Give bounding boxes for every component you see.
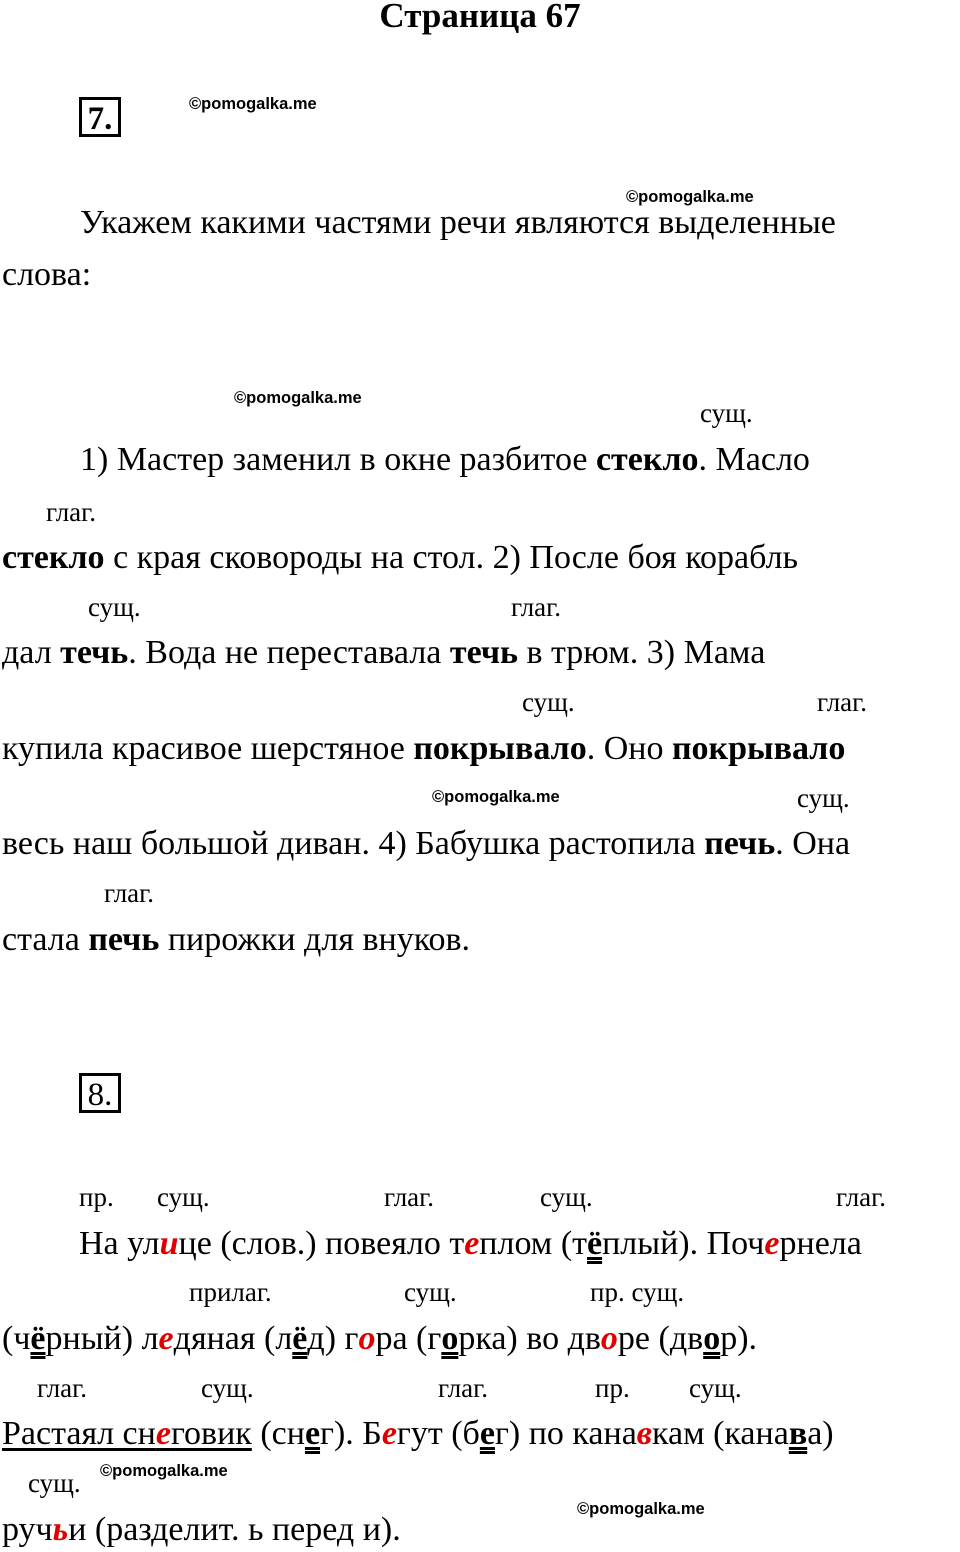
underlined-letter: о — [703, 1320, 721, 1357]
task7-line: дал течь. Вода не переставала течь в трюм. 3) Мама — [2, 634, 766, 671]
pos-label: сущ. — [540, 1182, 593, 1212]
pos-label: глаг. — [104, 878, 154, 908]
highlighted-word: покрывало — [671, 730, 846, 767]
task7-line: 1) Мастер заменил в окне разбитое стекло. Масло — [80, 441, 810, 478]
watermark: ©pomogalka.me — [432, 788, 560, 806]
page-title: Страница 67 — [379, 0, 581, 35]
underlined-letter: в — [788, 1415, 808, 1452]
pos-label: сущ. — [28, 1468, 81, 1498]
task8-line-1: На улице (слов.) повеяло теплом (тёплый). Почернела — [79, 1225, 862, 1262]
pos-label: сущ. — [797, 783, 850, 813]
task-number-8: 8. — [79, 1073, 121, 1113]
underlined-letter: е — [479, 1415, 495, 1452]
pos-label: пр. — [595, 1373, 630, 1403]
underlined-phrase: Растаял снеговик — [2, 1415, 252, 1452]
pos-label: глаг. — [817, 687, 867, 717]
highlighted-word: течь — [449, 634, 518, 671]
highlighted-letter: ь — [52, 1511, 69, 1548]
highlighted-word: течь — [60, 634, 129, 671]
pos-label: глаг. — [37, 1373, 87, 1403]
task8-line-2: (чёрный) ледяная (лёд) гора (горка) во дворе (двор). — [2, 1320, 758, 1357]
highlighted-letter: е — [464, 1225, 480, 1262]
task-number-7: 7. — [79, 97, 121, 137]
pos-label: глаг. — [438, 1373, 488, 1403]
underlined-letter: е — [304, 1415, 321, 1452]
highlighted-letter: е — [155, 1415, 171, 1452]
highlighted-letter: е — [764, 1225, 780, 1262]
pos-label: пр. сущ. — [590, 1277, 685, 1307]
pos-label: глаг. — [836, 1182, 886, 1212]
highlighted-letter: е — [158, 1320, 174, 1357]
task8-line-3: Растаял снеговик (снег). Бегут (бег) по канавкам (канава) — [2, 1415, 834, 1452]
pos-label: прилаг. — [189, 1277, 272, 1307]
highlighted-letter: и — [159, 1225, 179, 1262]
highlighted-letter: в — [636, 1415, 652, 1452]
underlined-letter: ё — [587, 1225, 603, 1262]
pos-label: сущ. — [88, 592, 141, 622]
highlighted-letter: о — [358, 1320, 376, 1357]
task7-line: весь наш большой диван. 4) Бабушка растопила печь. Она — [2, 825, 851, 862]
underlined-letter: ё — [30, 1320, 46, 1357]
pos-label: сущ. — [522, 687, 575, 717]
highlighted-word: покрывало — [413, 730, 587, 767]
pos-label: сущ. — [700, 398, 753, 428]
task8-line-4: ручьи (разделит. ь перед и). — [2, 1511, 401, 1548]
underlined-letter: о — [441, 1320, 459, 1357]
pos-label: глаг. — [511, 592, 561, 622]
pos-label: глаг. — [384, 1182, 434, 1212]
highlighted-word: печь — [88, 921, 160, 958]
watermark: ©pomogalka.me — [234, 389, 362, 407]
watermark: ©pomogalka.me — [189, 95, 317, 113]
pos-label: сущ. — [689, 1373, 742, 1403]
underlined-letter: ё — [292, 1320, 308, 1357]
pos-label: пр. — [79, 1182, 114, 1212]
highlighted-letter: о — [600, 1320, 618, 1357]
task7-line: стекло с края сковороды на стол. 2) После боя корабль — [2, 539, 799, 576]
watermark: ©pomogalka.me — [626, 188, 754, 206]
task7-line: купила красивое шерстяное покрывало. Оно покрывало — [2, 730, 846, 767]
highlighted-letter: е — [381, 1415, 397, 1452]
highlighted-word: печь — [704, 825, 776, 862]
highlighted-word: стекло — [595, 441, 699, 478]
watermark: ©pomogalka.me — [100, 1462, 228, 1480]
pos-label: сущ. — [201, 1373, 254, 1403]
task7-intro-line1: Укажем какими частями речи являются выделенные — [80, 204, 836, 241]
watermark: ©pomogalka.me — [577, 1500, 705, 1518]
task7-intro-line2: слова: — [2, 256, 92, 293]
pos-label: глаг. — [46, 497, 96, 527]
pos-label: сущ. — [404, 1277, 457, 1307]
pos-label: сущ. — [157, 1182, 210, 1212]
highlighted-word: стекло — [2, 539, 105, 576]
task7-line: стала печь пирожки для внуков. — [2, 921, 471, 958]
